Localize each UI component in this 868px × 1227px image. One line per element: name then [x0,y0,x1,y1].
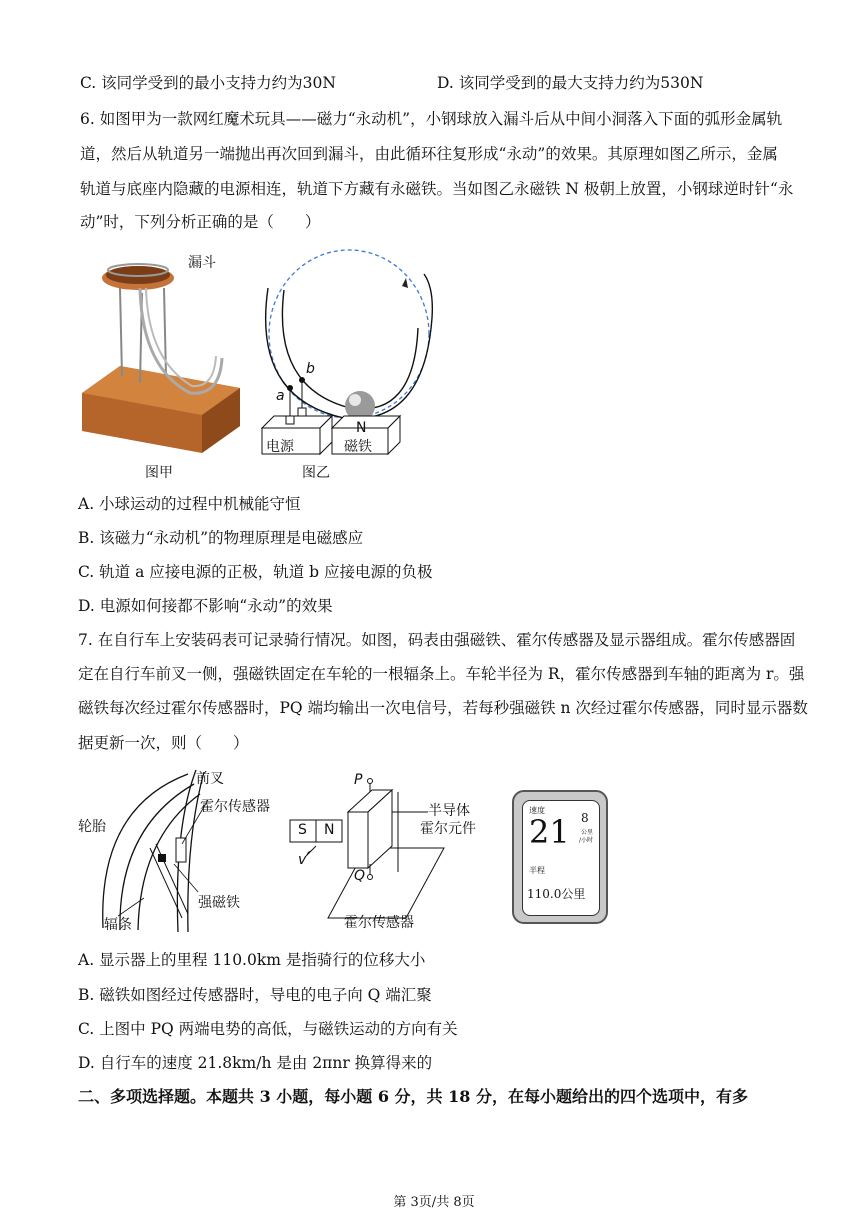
figure-yi [254,248,444,460]
q7-stem-line: 定在自行车前叉一侧，强磁铁固定在车轮的一根辐条上。车轮半径为 R，霍尔传感器到车轴的距离为 r。强 [78,665,805,683]
label-front-fork: 前叉 [196,771,224,787]
magnetic-toy-illustration [80,248,244,458]
q7-option-b: B. 磁铁如图经过传感器时，导电的电子向 Q 端汇聚 [78,986,432,1004]
label-funnel: 漏斗 [188,255,216,271]
q7-option-a: A. 显示器上的里程 110.0km 是指骑行的位移大小 [78,951,426,969]
hall-element-diagram [288,772,488,932]
q7-option-c: C. 上图中 PQ 两端电势的高低，与磁铁运动的方向有关 [78,1020,458,1038]
q7-option-d: D. 自行车的速度 21.8km/h 是由 2πnr 换算得来的 [78,1054,433,1072]
q7-stem-line: 7. 在自行车上安装码表可记录骑行情况。如图，码表由强磁铁、霍尔传感器及显示器组成。霍尔传感器固 [78,631,796,649]
q6-option-c: C. 轨道 a 应接电源的正极，轨道 b 应接电源的负极 [78,563,433,581]
speed-unit-1: 公里 [581,829,594,836]
label-semiconductor: 半导体 [428,803,470,819]
label-n: N [324,822,335,838]
label-tire: 轮胎 [78,819,106,835]
label-b: b [306,361,315,377]
q6-stem-line: 动”时，下列分析正确的是（ ） [80,213,321,231]
q6-stem-line: 轨道与底座内隐藏的电源相连，轨道下方藏有永磁铁。当如图乙永磁铁 N 极朝上放置，小钢球逆时针“永 [80,180,794,198]
q6-option-d: D. 电源如何接都不影响“永动”的效果 [78,597,333,615]
speed-label: 速度 [529,806,545,815]
half-label: 半程 [529,866,545,875]
q7-stem-line: 磁铁每次经过霍尔传感器时，PQ 端均输出一次电信号，若每秒强磁铁 n 次经过霍尔传感器，同时显示器数 [78,699,808,717]
label-s: S [298,822,307,838]
q5-option-c: C. 该同学受到的最小支持力约为30N [80,74,336,92]
label-v: v [298,852,307,868]
arrow-icon [402,278,408,288]
label-p: P [354,772,363,788]
speed-decimal: 8 [581,811,589,825]
q6-stem-line: 6. 如图甲为一款网红魔术玩具——磁力“永动机”，小钢球放入漏斗后从中间小洞落入下面的弧形金属轨 [80,110,783,128]
label-n-pole: N [356,420,367,436]
speed-integer: 21 [529,813,570,851]
label-hall-element: 霍尔元件 [420,821,476,837]
caption-fig-jia: 图甲 [145,465,173,481]
q6-stem-line: 道，然后从轨道另一端抛出再次回到漏斗，由此循环往复形成“永动”的效果。其原理如图乙所示，金属 [80,145,778,163]
caption-fig-yi: 图乙 [302,465,330,481]
bike-computer-display [512,790,608,924]
q5-option-d: D. 该同学受到的最大支持力约为530N [437,74,704,92]
page-number: 第 3页/共 8页 [393,1195,475,1210]
label-a: a [276,388,285,404]
label-q: Q [354,868,366,884]
wheel-fork-diagram [78,768,278,936]
q7-stem-line: 据更新一次，则（ ） [78,734,249,752]
section-heading: 二、多项选择题。本题共 3 小题，每小题 6 分，共 18 分，在每小题给出的四个选项中，有多 [78,1087,748,1106]
distance-readout: 110.0公里 [527,887,586,901]
figure-hall-element [288,772,488,932]
display-screen [522,800,600,916]
label-spoke: 辐条 [104,917,132,933]
track-diagram [254,248,444,460]
figure-jia [80,248,244,458]
q6-option-b: B. 该磁力“永动机”的物理原理是电磁感应 [78,529,364,547]
speed-unit-2: /小时 [579,837,594,844]
label-magnet: 磁铁 [344,439,372,455]
label-hall-sensor-2: 霍尔传感器 [344,915,414,931]
q6-option-a: A. 小球运动的过程中机械能守恒 [78,495,301,513]
label-hall-sensor: 霍尔传感器 [200,799,270,815]
figure-wheel [78,768,278,936]
label-strong-magnet: 强磁铁 [198,895,240,911]
label-power: 电源 [266,439,294,455]
